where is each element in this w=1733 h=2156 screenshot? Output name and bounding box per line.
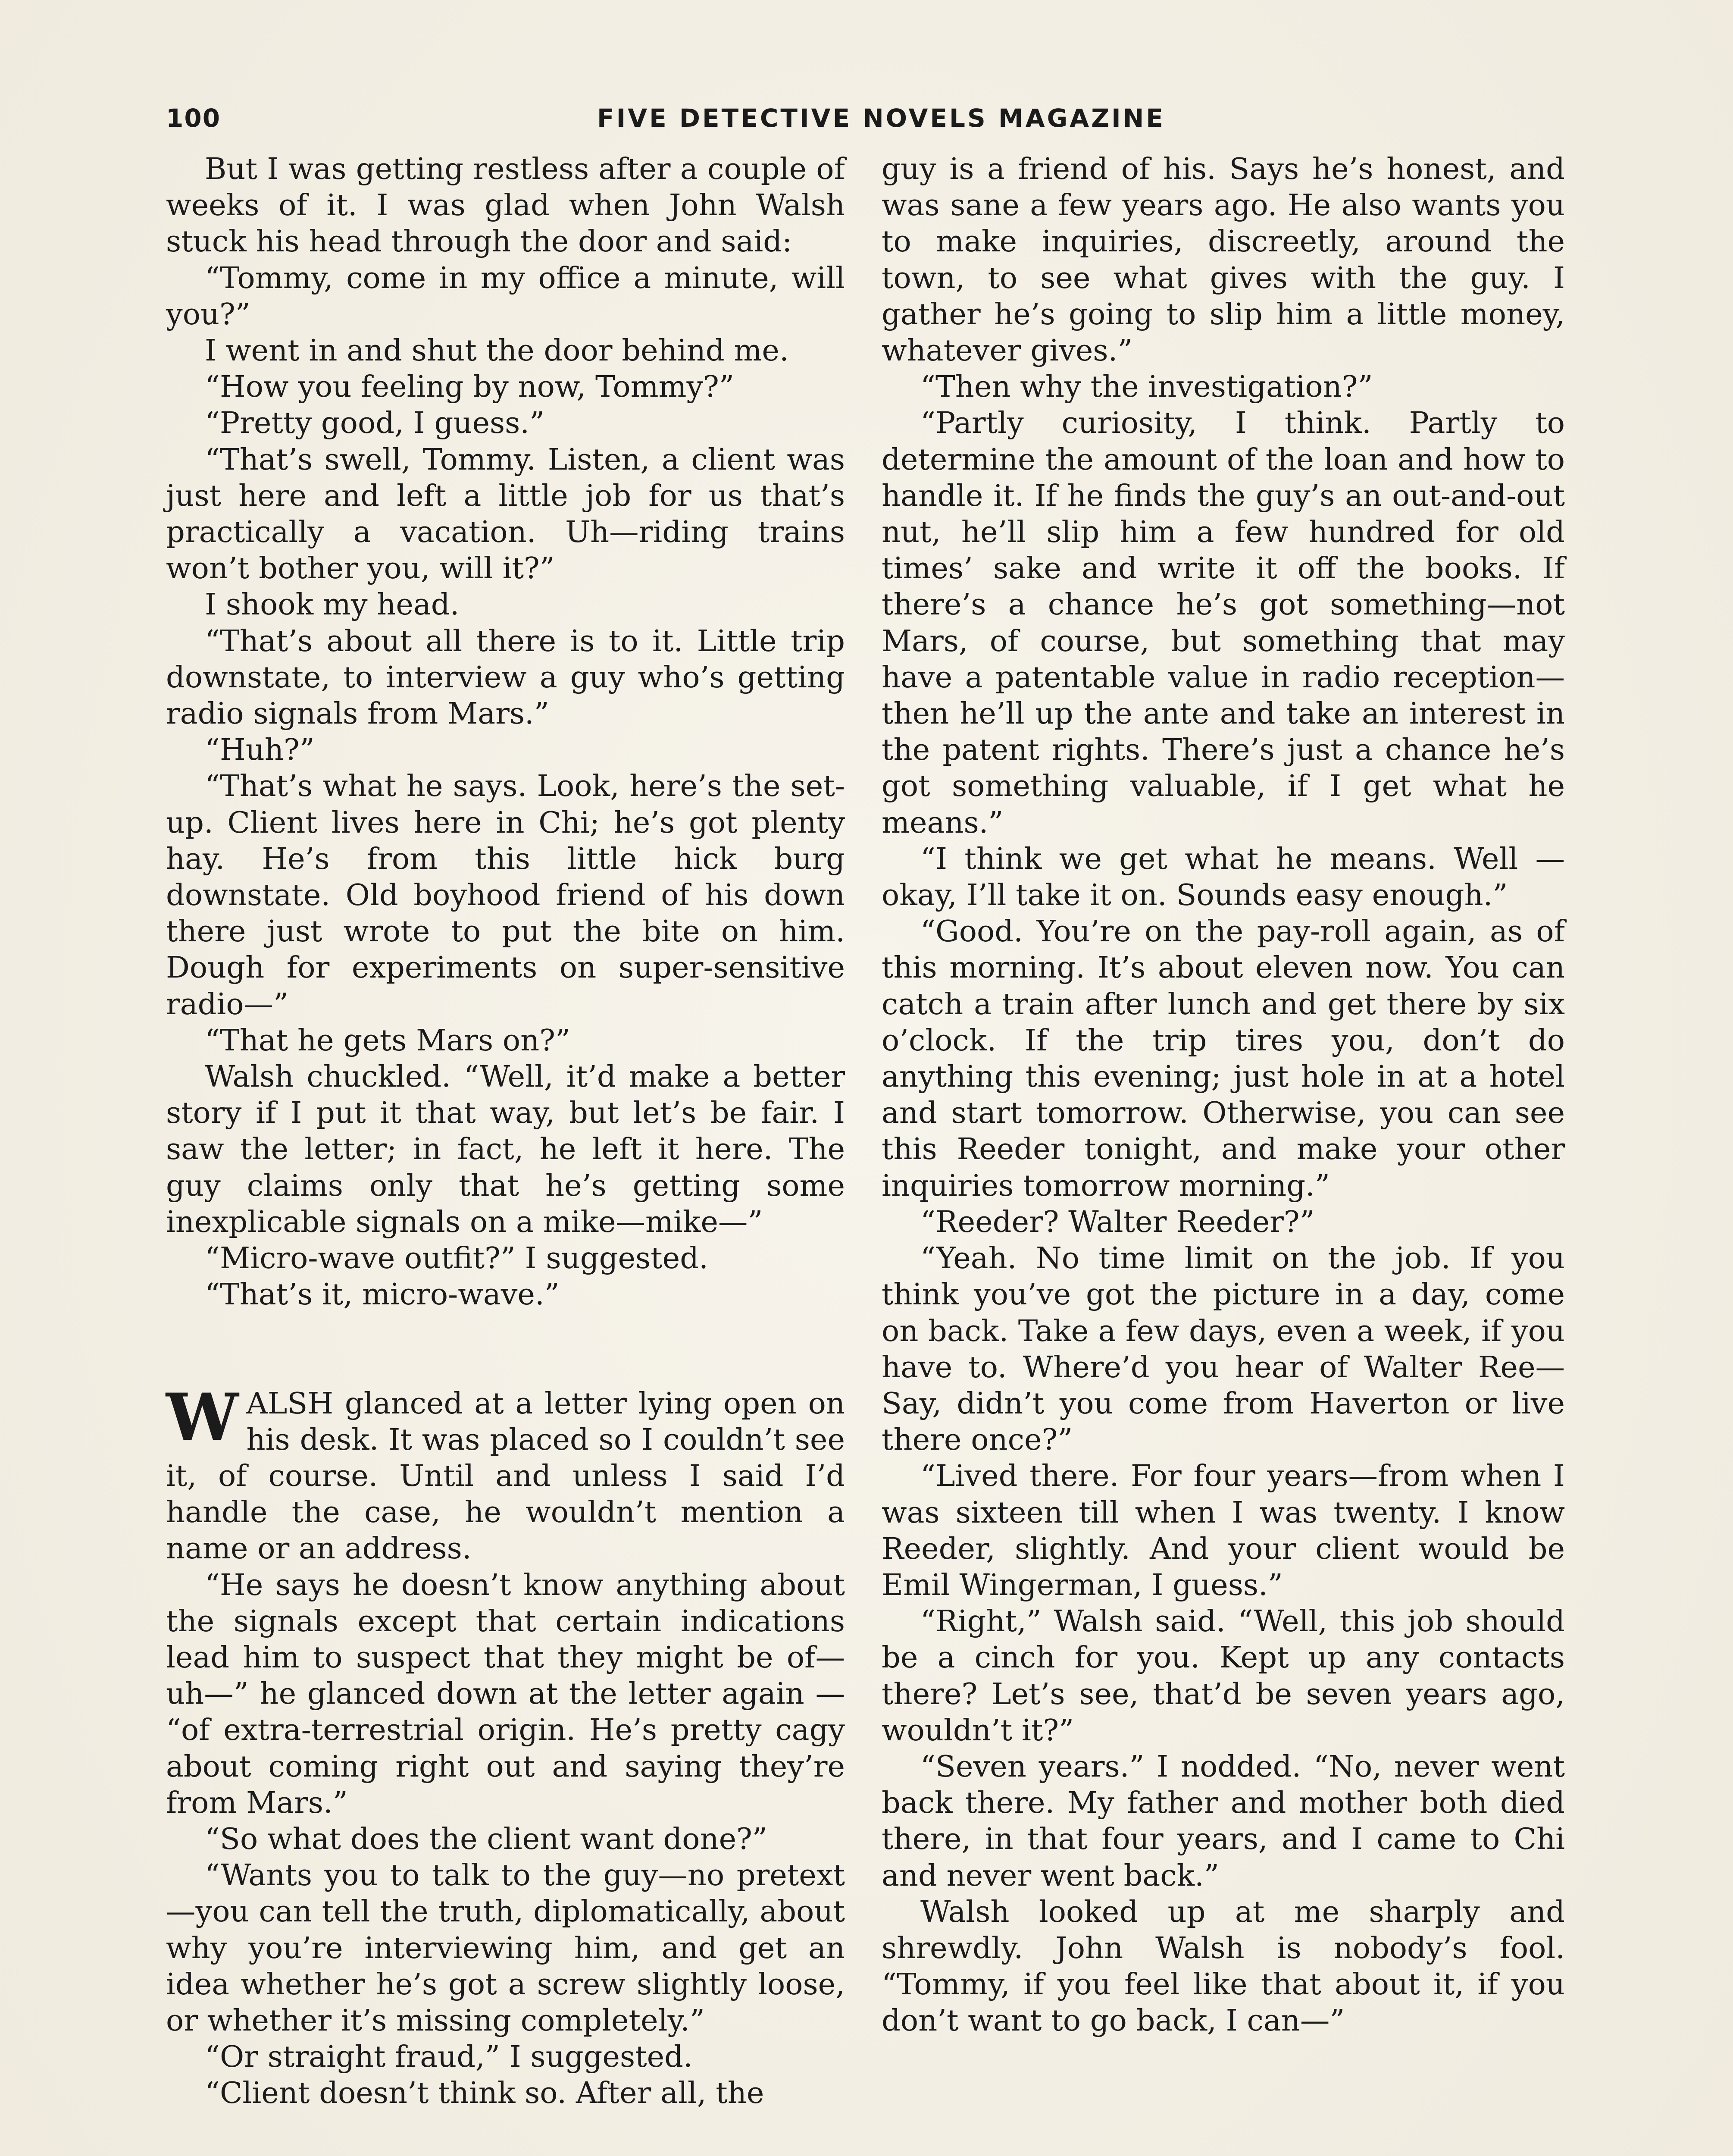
paragraph: “I think we get what he means. Well —okay, I’ll take it on. Sounds easy enough.”: [882, 841, 1565, 913]
paragraph: “Right,” Walsh said. “Well, this job should be a cinch for you. Kept up any contacts there? Let’s see, that’d be seven years ago, wouldn’t it?”: [882, 1604, 1565, 1748]
left-text-column: [166, 151, 845, 2112]
magazine-title: FIVE DETECTIVE NOVELS MAGAZINE: [597, 103, 1165, 133]
paragraph: “How you feeling by now, Tommy?”: [205, 370, 734, 404]
continued-paragraph: guy is a friend of his. Says he’s honest, and was sane a few years ago. He also wants you to make inquiries, discreetly, around the town, to see what gives with the guy. I gather he’s going to slip him a little money, whatever gives.”: [882, 152, 1565, 368]
dropcap-paragraph-text: ALSH glanced at a letter lying open on his desk. It was placed so I couldn’t see it, of course. Until and unless I said I’d handle the case, he wouldn’t mention a name or an address.: [166, 1386, 845, 1566]
running-header: [166, 103, 1550, 142]
paragraph: “Client doesn’t think so. After all, the: [205, 2076, 764, 2111]
paragraph: “Lived there. For four years—from when I was sixteen till when I was twenty. I know Reeder, slightly. And your client would be Emil Wingerman, I guess.”: [882, 1459, 1565, 1602]
paragraph: “Huh?”: [205, 733, 315, 768]
paragraph: “Then why the investigation?”: [920, 370, 1373, 404]
paragraph: I went in and shut the door behind me.: [205, 333, 789, 368]
paragraph: Walsh chuckled. “Well, it’d make a better story if I put it that way, but let’s be fair. I saw the letter; in fact, he left it here. The guy claims only that he’s getting some inexplicable signals on a mike—mike—”: [166, 1059, 845, 1239]
paragraph: “Pretty good, I guess.”: [205, 406, 545, 441]
section-break: [166, 1313, 845, 1385]
paragraph: I shook my head.: [205, 587, 460, 622]
drop-cap: W: [166, 1379, 239, 1455]
right-text-column: [882, 151, 1565, 2039]
paragraph: “Yeah. No time limit on the job. If you think you’ve got the picture in a day, come on back. Take a few days, even a week, if you have to. Where’d you hear of Walter Ree— Say, didn’t you come from Haverton or live there once?”: [882, 1241, 1565, 1457]
paragraph: “Micro-wave outfit?” I suggested.: [205, 1241, 708, 1276]
paragraph: “That he gets Mars on?”: [205, 1023, 570, 1058]
paragraph: “Partly curiosity, I think. Partly to determine the amount of the loan and how to handle it. If he finds the guy’s an out-and-out nut, he’ll slip him a few hundred for old times’ sake and write it off the books. If there’s a chance he’s got something—not Mars, of course, but something that may have a patentable value in radio reception—then he’ll up the ante and take an interest in the patent rights. There’s just a chance he’s got something valuable, if I get what he means.”: [882, 406, 1565, 840]
paragraph: “Or straight fraud,” I suggested.: [205, 2040, 693, 2075]
paragraph: “Seven years.” I nodded. “No, never went back there. My father and mother both died there, in that four years, and I came to Chi and never went back.”: [882, 1749, 1565, 1893]
paragraph: But I was getting restless after a couple of weeks of it. I was glad when John Walsh stuck his head through the door and said:: [166, 152, 845, 259]
page-number: 100: [166, 103, 221, 133]
paragraph: Walsh looked up at me sharply and shrewdly. John Walsh is nobody’s fool. “Tommy, if you feel like that about it, if you don’t want to go back, I can—”: [882, 1894, 1565, 2038]
paragraph: “That’s swell, Tommy. Listen, a client was just here and left a little job for us that’s practically a vacation. Uh—riding trains won’t bother you, will it?”: [166, 442, 845, 586]
paragraph: “That’s it, micro-wave.”: [205, 1277, 560, 1312]
paragraph: “Reeder? Walter Reeder?”: [920, 1204, 1315, 1239]
paragraph: “So what does the client want done?”: [205, 1821, 767, 1856]
dropcap-paragraph: [166, 1379, 845, 1567]
paragraph: “He says he doesn’t know anything about the signals except that certain indications lead him to suspect that they might be of—uh—” he glanced down at the letter again — “of extra-terrestrial origin. He’s pretty cagy about coming right out and saying they’re from Mars.”: [166, 1567, 845, 1820]
paragraph: “Wants you to talk to the guy—no pretext—you can tell the truth, diplomatically, about why you’re interviewing him, and get an idea whether he’s got a screw slightly loose, or whether it’s missing completely.”: [166, 1858, 845, 2038]
paragraph: “Tommy, come in my office a minute, will you?”: [166, 260, 845, 332]
paragraph: “That’s what he says. Look, here’s the set-up. Client lives here in Chi; he’s got plenty hay. He’s from this little hick burg downstate. Old boyhood friend of his down there just wrote to put the bite on him. Dough for experiments on super-sensitive radio—”: [166, 769, 845, 1022]
paragraph: “That’s about all there is to it. Little trip downstate, to interview a guy who’s getting radio signals from Mars.”: [166, 624, 845, 731]
paragraph: “Good. You’re on the pay-roll again, as of this morning. It’s about eleven now. You can catch a train after lunch and get there by six o’clock. If the trip tires you, don’t do anything this evening; just hole in at a hotel and start tomorrow. Otherwise, you can see this Reeder tonight, and make your other inquiries tomorrow morning.”: [882, 914, 1565, 1203]
